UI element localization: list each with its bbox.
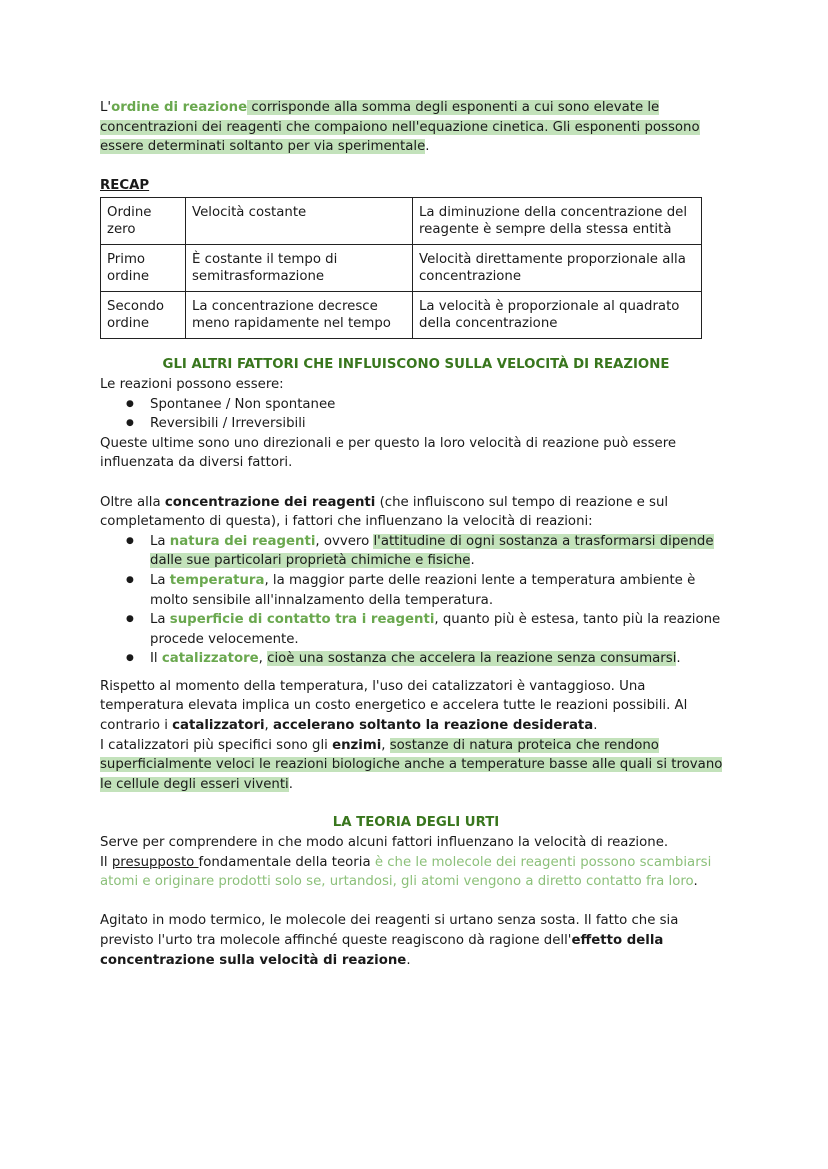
term: temperatura [169, 572, 265, 588]
text: fondamentale della teoria [198, 854, 375, 870]
bold-text: catalizzatori [172, 718, 265, 734]
table-cell: Primo ordine [101, 245, 186, 292]
text: , [258, 651, 268, 667]
text: I catalizzatori più specifici sono gli [100, 737, 333, 753]
green-text: è che le molecole dei reagenti possono scambiarsi atomi e originare prodotti solo se, urtandosi, gli atomi vengono a diretto contatto fra loro [100, 854, 712, 890]
text: La [150, 572, 170, 588]
list-item [150, 610, 732, 649]
text: . [693, 874, 698, 890]
table-cell: Secondo ordine [101, 292, 186, 339]
section-heading-teoria-urti: LA TEORIA DEGLI URTI [332, 815, 500, 831]
term-ordine-di-reazione: ordine di reazione [111, 100, 248, 115]
text: . [406, 952, 411, 968]
table-row [101, 198, 702, 245]
paragraph [100, 736, 732, 795]
lead-text: Le reazioni possono essere: [100, 376, 284, 392]
paragraph [100, 853, 732, 892]
table-cell: La concentrazione decresce meno rapidamente nel tempo [186, 292, 413, 339]
table-cell: La diminuzione della concentrazione del reagente è sempre della stessa entità [413, 198, 702, 245]
table-cell: È costante il tempo di semitrasformazione [186, 245, 413, 292]
text: Rispetto al momento della temperatura, l'uso dei catalizzatori è vantaggioso. Una temperatura elevata implica un costo energetico e accelera tutte le reazioni possibili. Al contrario i [100, 678, 688, 734]
bold-text: effetto della concentrazione sulla velocità di reazione [100, 933, 664, 968]
text: . [593, 718, 598, 734]
table-row [101, 245, 702, 292]
highlighted-text: corrisponde alla somma degli esponenti a cui sono elevate le concentrazioni dei reagenti che compaiono nell'equazione cinetica. Gli esponenti possono essere determinati soltanto per via sperimentale [100, 100, 700, 155]
term: superficie di contatto tra i reagenti [169, 612, 435, 628]
underlined-text: presupposto [111, 854, 199, 870]
text: . [288, 776, 293, 792]
highlighted-text: cioè una sostanza che accelera la reazione senza consumarsi [267, 651, 677, 667]
table-cell: La velocità è proporzionale al quadrato della concentrazione [413, 292, 702, 339]
term: catalizzatore [161, 651, 259, 667]
text: , la maggior parte delle reazioni lente a temperatura ambiente è molto sensibile all'innalzamento della temperatura. [150, 572, 696, 608]
text: , ovvero [315, 533, 374, 549]
list-item: ● Reversibili / Irreversibili [150, 414, 732, 434]
text: , quanto più è estesa, tanto più la reazione procede velocemente. [150, 612, 721, 647]
list-item: ● Spontanee / Non spontanee [150, 395, 732, 415]
highlighted-text: l'attitudine di ogni sostanza a trasformarsi dipende dalle sue particolari proprietà chimiche e fisiche [150, 533, 714, 569]
text: La [150, 612, 170, 628]
section-heading-fattori: GLI ALTRI FATTORI CHE INFLUISCONO SULLA VELOCITÀ DI REAZIONE [162, 357, 670, 373]
text: Il [150, 651, 162, 667]
bold-text: enzimi [332, 737, 382, 753]
text: La [150, 533, 170, 549]
highlighted-text: sostanze di natura proteica che rendono superficialmente veloci le reazioni biologiche anche a temperature basse alle quali si trovano le cellule degli esseri viventi [100, 737, 723, 792]
text: L' [100, 100, 112, 115]
list-item [150, 532, 732, 571]
text: (che influiscono sul tempo di reazione e sul completamento di questa), i fattori che influenzano la velocità di reazioni: [100, 494, 669, 530]
paragraph: Queste ultime sono uno direzionali e per questo la loro velocità di reazione può essere influenzata da diversi fattori. [100, 435, 677, 471]
bold-text: concentrazione dei reagenti [164, 494, 376, 510]
text: , [264, 718, 273, 734]
term: natura dei reagenti [169, 533, 316, 549]
paragraph: Serve per comprendere in che modo alcuni fattori influenzano la velocità di reazione. [100, 835, 669, 851]
recap-title: RECAP [100, 177, 150, 193]
text: . [676, 651, 681, 667]
paragraph [100, 911, 732, 970]
paragraph [100, 493, 732, 532]
factors-list [100, 532, 732, 669]
table-cell: Velocità direttamente proporzionale alla concentrazione [413, 245, 702, 292]
text: . [470, 553, 475, 569]
list-item [150, 571, 732, 610]
text: . [425, 139, 430, 155]
document-page [100, 98, 732, 970]
text: Il [100, 854, 112, 870]
table-cell: Ordine zero [101, 198, 186, 245]
text: Agitato in modo termico, le molecole dei reagenti si urtano senza sosta. Il fatto che sia previsto l'urto tra molecole affinché queste reagiscono dà ragione dell' [100, 913, 679, 948]
table-cell: Velocità costante [186, 198, 413, 245]
recap-table [100, 197, 702, 339]
table-row [101, 292, 702, 339]
reaction-types-list [100, 395, 732, 434]
paragraph [100, 677, 732, 736]
intro-paragraph [100, 98, 732, 157]
bold-text: accelerano soltanto la reazione desiderata [272, 718, 594, 734]
text: , [381, 737, 390, 753]
list-item [150, 649, 732, 669]
text: Oltre alla [100, 494, 165, 510]
